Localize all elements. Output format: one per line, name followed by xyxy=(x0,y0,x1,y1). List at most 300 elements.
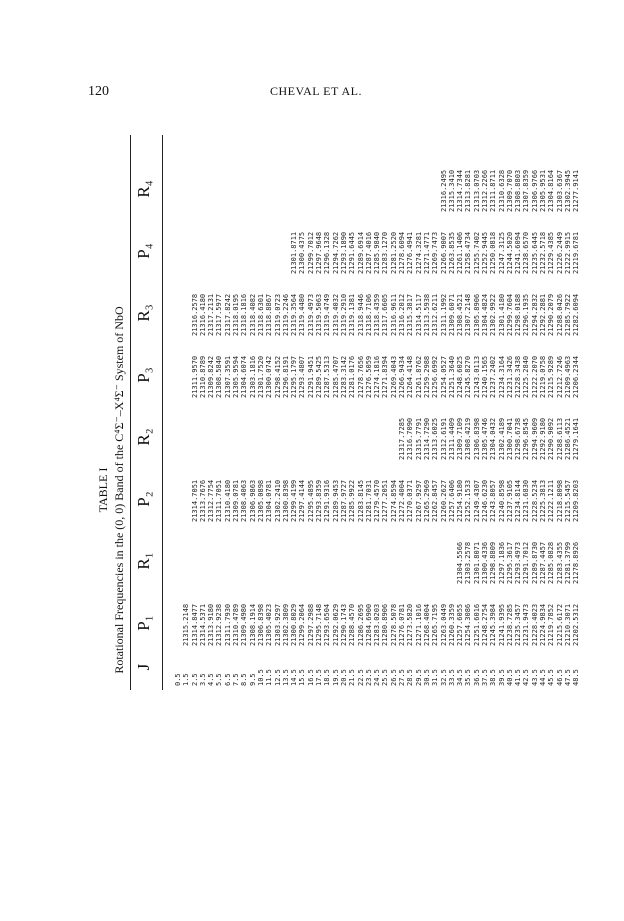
cell-j-20: 20.5 xyxy=(339,669,348,686)
column-j xyxy=(174,669,581,686)
cell-r2-12 xyxy=(274,418,282,460)
cell-p1-24: 21283.0203 xyxy=(373,603,382,646)
cell-r2-30: 21314.7290 xyxy=(422,417,431,460)
cell-r1-39: 21297.1836 xyxy=(497,541,506,584)
cell-r4-46: 21303.6367 xyxy=(555,169,564,212)
cell-p1-7: 21310.4789 xyxy=(232,603,241,646)
cell-p1-22: 21286.2695 xyxy=(356,603,365,646)
cell-j-34: 34.5 xyxy=(456,669,465,686)
cell-r3-8: 21318.1816 xyxy=(240,293,249,336)
cell-p3-45: 21215.9289 xyxy=(547,355,556,398)
cell-r2-5 xyxy=(215,418,223,460)
cell-p4-15: 21300.4375 xyxy=(298,231,307,274)
cell-p4-36: 21255.7402 xyxy=(472,231,481,274)
cell-j-22: 22.5 xyxy=(356,669,365,686)
cell-p2-32: 21260.2627 xyxy=(439,479,448,522)
cell-p3-36: 21243.0113 xyxy=(472,355,481,398)
cell-p4-5 xyxy=(215,232,223,274)
cell-p1-26: 21278.5078 xyxy=(389,603,398,646)
column-r1 xyxy=(174,542,581,584)
cell-r4-11 xyxy=(265,170,273,212)
cell-p3-31: 21256.6992 xyxy=(431,355,440,398)
cell-p3-2: 21311.9570 xyxy=(190,355,199,398)
cell-p4-2 xyxy=(191,232,199,274)
cell-r1-26 xyxy=(390,542,398,584)
cell-p3-44: 21219.0758 xyxy=(539,355,548,398)
cell-p3-19: 21285.4707 xyxy=(331,355,340,398)
cell-r1-27 xyxy=(398,542,406,584)
cell-r3-34: 21308.4521 xyxy=(456,293,465,336)
cell-r3-11: 21318.8867 xyxy=(265,293,274,336)
cell-r2-6 xyxy=(224,418,232,460)
cell-p2-33: 21257.6406 xyxy=(447,479,456,522)
cell-j-44: 44.5 xyxy=(539,669,548,686)
cell-j-27: 27.5 xyxy=(398,669,407,686)
cell-r2-18 xyxy=(323,418,331,460)
header-p4: P₄ xyxy=(134,243,153,259)
cell-p4-46: 21226.2449 xyxy=(555,231,564,274)
cell-j-32: 32.5 xyxy=(439,669,448,686)
cell-p2-46: 21218.8098 xyxy=(555,479,564,522)
frequency-table xyxy=(130,135,590,690)
cell-r1-36: 21301.8071 xyxy=(472,541,481,584)
cell-r4-32: 21316.2495 xyxy=(439,169,448,212)
cell-r3-22: 21318.9446 xyxy=(356,293,365,336)
cell-p2-13: 21300.8398 xyxy=(281,479,290,522)
cell-p2-4: 21312.7754 xyxy=(207,479,216,522)
cell-r3-31: 21312.6211 xyxy=(431,293,440,336)
cell-r3-16: 21319.4973 xyxy=(306,293,315,336)
cell-r4-12 xyxy=(274,170,282,212)
cell-r2-8 xyxy=(240,418,248,460)
cell-r2-2 xyxy=(191,418,199,460)
cell-p3-13: 21296.8191 xyxy=(281,355,290,398)
cell-r3-17: 21319.5063 xyxy=(315,293,324,336)
cell-r4-4 xyxy=(207,170,215,212)
cell-r3-33: 21309.6071 xyxy=(447,293,456,336)
cell-r2-9 xyxy=(249,418,257,460)
cell-j-2: 2.5 xyxy=(190,673,199,686)
cell-p4-8 xyxy=(240,232,248,274)
cell-r1-34: 21304.5566 xyxy=(456,541,465,584)
cell-r1-47: 21281.3799 xyxy=(563,541,572,584)
cell-p3-6: 21307.3591 xyxy=(223,355,232,398)
cell-r3-42: 21296.1935 xyxy=(522,293,531,336)
cell-p4-45: 21229.4385 xyxy=(547,231,556,274)
cell-r1-5 xyxy=(215,542,223,584)
cell-r4-10 xyxy=(257,170,265,212)
cell-p3-14: 21295.1797 xyxy=(290,355,299,398)
cell-r4-45: 21304.8164 xyxy=(547,169,556,212)
cell-r4-24 xyxy=(373,170,381,212)
cell-j-9: 9.5 xyxy=(248,673,257,686)
cell-p4-4 xyxy=(207,232,215,274)
cell-p1-38: 21245.3984 xyxy=(489,603,498,646)
header-j: J xyxy=(134,663,153,671)
cell-r4-28 xyxy=(406,170,414,212)
cell-j-43: 43.5 xyxy=(530,669,539,686)
cell-p2-2: 21314.7051 xyxy=(190,479,199,522)
cell-p1-37: 21248.2754 xyxy=(480,603,489,646)
cell-r3-46: 21288.0426 xyxy=(555,293,564,336)
cell-r2-47: 21286.4521 xyxy=(563,417,572,460)
cell-p3-4: 21309.8242 xyxy=(207,355,216,398)
cell-r2-22 xyxy=(357,418,365,460)
cell-p4-35: 21258.4734 xyxy=(464,231,473,274)
cell-p4-17: 21297.9648 xyxy=(315,231,324,274)
cell-r4-33: 21315.3410 xyxy=(447,169,456,212)
cell-r3-28: 21315.3817 xyxy=(406,293,415,336)
cell-p1-39: 21241.9395 xyxy=(497,603,506,646)
cell-r3-6: 21317.8242 xyxy=(223,293,232,336)
cell-r3-39: 21301.4180 xyxy=(497,293,506,336)
cell-j-3: 3.5 xyxy=(198,673,207,686)
cell-r1-7 xyxy=(232,542,240,584)
cell-p1-5: 21312.9238 xyxy=(215,603,224,646)
cell-p2-24: 21279.4570 xyxy=(373,479,382,522)
cell-r4-48: 21277.9141 xyxy=(572,169,581,212)
cell-r1-41: 21293.4973 xyxy=(514,541,523,584)
cell-r2-44: 21292.9180 xyxy=(539,417,548,460)
cell-r2-34: 21309.7109 xyxy=(456,417,465,460)
cell-r1-40: 21295.3617 xyxy=(505,541,514,584)
cell-r3-30: 21313.5938 xyxy=(422,293,431,336)
cell-r2-4 xyxy=(207,418,215,460)
cell-p3-46: 21212.7246 xyxy=(555,355,564,398)
cell-r4-7 xyxy=(232,170,240,212)
cell-p1-18: 21293.6504 xyxy=(323,603,332,646)
cell-j-14: 14.5 xyxy=(290,669,299,686)
cell-r1-0 xyxy=(174,542,182,584)
cell-p2-29: 21267.9297 xyxy=(414,479,423,522)
cell-r3-5: 21317.5977 xyxy=(215,293,224,336)
cell-r4-21 xyxy=(348,170,356,212)
column-p3 xyxy=(174,356,581,398)
cell-r4-1 xyxy=(182,170,190,212)
cell-p2-31: 21262.8457 xyxy=(431,479,440,522)
column-p4 xyxy=(174,232,581,274)
cell-p1-48: 21202.5312 xyxy=(572,603,581,646)
cell-p3-40: 21231.3426 xyxy=(505,355,514,398)
cell-r4-47: 21302.3945 xyxy=(563,169,572,212)
cell-r3-38: 21302.9922 xyxy=(489,293,498,336)
cell-r1-8 xyxy=(240,542,248,584)
cell-p1-41: 21235.3457 xyxy=(514,603,523,646)
cell-p2-1 xyxy=(182,480,190,522)
cell-r4-25 xyxy=(381,170,389,212)
cell-p2-43: 21228.5234 xyxy=(530,479,539,522)
cell-r3-26: 21316.9611 xyxy=(389,293,398,336)
cell-j-19: 19.5 xyxy=(331,669,340,686)
cell-j-10: 10.5 xyxy=(256,669,265,686)
cell-p4-29: 21274.3281 xyxy=(414,231,423,274)
cell-p2-10: 21305.0898 xyxy=(256,479,265,522)
cell-r1-18 xyxy=(323,542,331,584)
cell-p2-41: 21234.8144 xyxy=(514,479,523,522)
cell-r3-20: 21319.2910 xyxy=(339,293,348,336)
cell-r4-31 xyxy=(431,170,439,212)
cell-r1-1 xyxy=(182,542,190,584)
cell-r1-23 xyxy=(365,542,373,584)
cell-p4-23: 21287.4016 xyxy=(364,231,373,274)
cell-r4-18 xyxy=(323,170,331,212)
header-p3: P₃ xyxy=(134,367,153,383)
table-titles xyxy=(96,190,127,790)
table-header-rule xyxy=(162,135,163,690)
cell-p1-44: 21224.9834 xyxy=(539,603,548,646)
cell-p4-26: 21281.2520 xyxy=(389,231,398,274)
cell-p1-28: 21273.5820 xyxy=(406,603,415,646)
cell-p2-16: 21295.4895 xyxy=(306,479,315,522)
cell-j-40: 40.5 xyxy=(505,669,514,686)
cell-p4-18: 21296.1328 xyxy=(323,231,332,274)
cell-r1-25 xyxy=(381,542,389,584)
cell-p2-25: 21277.2051 xyxy=(381,479,390,522)
cell-p1-17: 21295.7148 xyxy=(315,603,324,646)
cell-r4-41: 21308.8803 xyxy=(514,169,523,212)
cell-p1-33: 21260.3359 xyxy=(447,603,456,646)
cell-p4-41: 21241.6094 xyxy=(514,231,523,274)
cell-p3-47: 21209.4963 xyxy=(563,355,572,398)
cell-p4-12 xyxy=(274,232,282,274)
cell-p3-18: 21287.5313 xyxy=(323,355,332,398)
cell-p3-39: 21234.3164 xyxy=(497,355,506,398)
cell-p4-31: 21269.7473 xyxy=(431,231,440,274)
cell-r2-20 xyxy=(340,418,348,460)
cell-p2-34: 21254.9180 xyxy=(456,479,465,522)
cell-p4-6 xyxy=(224,232,232,274)
cell-r2-0 xyxy=(174,418,182,460)
cell-r4-37: 21312.2266 xyxy=(480,169,489,212)
cell-p4-28: 21276.4941 xyxy=(406,231,415,274)
cell-p1-19: 21292.0629 xyxy=(331,603,340,646)
cell-r4-16 xyxy=(307,170,315,212)
cell-p3-32: 21254.0527 xyxy=(439,355,448,398)
cell-r4-26 xyxy=(390,170,398,212)
cell-p3-21: 21281.0176 xyxy=(348,355,357,398)
cell-j-35: 35.5 xyxy=(464,669,473,686)
cell-r3-2: 21316.2578 xyxy=(190,293,199,336)
cell-r4-13 xyxy=(282,170,290,212)
cell-j-36: 36.5 xyxy=(472,669,481,686)
cell-r4-15 xyxy=(298,170,306,212)
cell-p1-16: 21297.2988 xyxy=(306,603,315,646)
cell-p1-4: 21313.9180 xyxy=(207,603,216,646)
cell-j-18: 18.5 xyxy=(323,669,332,686)
cell-r2-33: 21311.4409 xyxy=(447,417,456,460)
cell-r3-14: 21319.3564 xyxy=(290,293,299,336)
cell-r1-32 xyxy=(440,542,448,584)
cell-r1-45: 21285.0828 xyxy=(547,541,556,584)
cell-p2-15: 21297.4144 xyxy=(298,479,307,522)
cell-p3-41: 21228.3438 xyxy=(514,355,523,398)
cell-p1-47: 21210.3071 xyxy=(563,603,572,646)
cell-p4-1 xyxy=(182,232,190,274)
cell-j-5: 5.5 xyxy=(215,673,224,686)
cell-r3-23: 21318.7106 xyxy=(364,293,373,336)
cell-r4-17 xyxy=(315,170,323,212)
cell-j-15: 15.5 xyxy=(298,669,307,686)
cell-r4-3 xyxy=(199,170,207,212)
cell-p2-8: 21308.4063 xyxy=(240,479,249,522)
cell-p3-29: 21261.8762 xyxy=(414,355,423,398)
cell-p2-36: 21249.4307 xyxy=(472,479,481,522)
cell-p3-11: 21300.0742 xyxy=(265,355,274,398)
cell-p1-25: 21280.8906 xyxy=(381,603,390,646)
cell-j-48: 48.5 xyxy=(572,669,581,686)
cell-p4-33: 21263.8535 xyxy=(447,231,456,274)
cell-r1-44: 21287.4457 xyxy=(539,541,548,584)
cell-r4-19 xyxy=(332,170,340,212)
cell-r1-11 xyxy=(265,542,273,584)
cell-p1-36: 21251.6016 xyxy=(472,603,481,646)
cell-r3-37: 21304.4824 xyxy=(480,293,489,336)
cell-p1-20: 21290.1743 xyxy=(339,603,348,646)
cell-p4-19: 21294.7262 xyxy=(331,231,340,274)
cell-p1-29: 21271.1016 xyxy=(414,603,423,646)
cell-p4-44: 21232.5718 xyxy=(539,231,548,274)
cell-j-38: 38.5 xyxy=(489,669,498,686)
cell-p1-2: 21314.8477 xyxy=(190,603,199,646)
cell-r1-24 xyxy=(373,542,381,584)
column-p1 xyxy=(174,604,581,646)
cell-r2-48: 21279.1641 xyxy=(572,417,581,460)
cell-r1-46: 21283.4355 xyxy=(555,541,564,584)
cell-p4-42: 21238.6570 xyxy=(522,231,531,274)
cell-p3-7: 21305.9594 xyxy=(232,355,241,398)
cell-p2-9: 21306.9863 xyxy=(248,479,257,522)
cell-r1-28 xyxy=(406,542,414,584)
cell-p2-20: 21287.9727 xyxy=(339,479,348,522)
cell-p3-24: 21274.1816 xyxy=(373,355,382,398)
cell-r3-32: 21311.1992 xyxy=(439,293,448,336)
cell-p3-35: 21245.8270 xyxy=(464,355,473,398)
cell-r4-30 xyxy=(423,170,431,212)
cell-r2-35: 21308.4219 xyxy=(464,417,473,460)
cell-p3-17: 21289.5425 xyxy=(315,355,324,398)
cell-r4-20 xyxy=(340,170,348,212)
cell-r4-36: 21313.0703 xyxy=(472,169,481,212)
cell-p4-32: 21266.9007 xyxy=(439,231,448,274)
cell-p3-30: 21259.2988 xyxy=(422,355,431,398)
cell-p3-22: 21278.7656 xyxy=(356,355,365,398)
cell-p3-26: 21269.4043 xyxy=(389,355,398,398)
cell-p4-48: 21219.6781 xyxy=(572,231,581,274)
cell-r2-13 xyxy=(282,418,290,460)
cell-r1-10 xyxy=(257,542,265,584)
cell-r4-44: 21305.9531 xyxy=(539,169,548,212)
cell-r1-20 xyxy=(340,542,348,584)
cell-j-31: 31.5 xyxy=(431,669,440,686)
cell-p4-20: 21293.1890 xyxy=(339,231,348,274)
cell-p3-20: 21283.3142 xyxy=(339,355,348,398)
cell-r1-19 xyxy=(332,542,340,584)
cell-p3-1 xyxy=(182,356,190,398)
column-p2 xyxy=(174,480,581,522)
cell-r2-46: 21288.6113 xyxy=(555,417,564,460)
cell-p3-10: 21301.7520 xyxy=(256,355,265,398)
cell-p3-37: 21240.1565 xyxy=(480,355,489,398)
table-label: TABLE I xyxy=(96,467,110,513)
cell-r1-37: 21300.4336 xyxy=(480,541,489,584)
header-r3: R₃ xyxy=(134,304,153,322)
cell-r3-1 xyxy=(182,294,190,336)
cell-p3-5: 21308.5840 xyxy=(215,355,224,398)
cell-p1-11: 21305.4023 xyxy=(265,603,274,646)
cell-r3-10: 21318.6301 xyxy=(256,293,265,336)
cell-r1-17 xyxy=(315,542,323,584)
cell-r2-15 xyxy=(298,418,306,460)
cell-r1-3 xyxy=(199,542,207,584)
cell-r2-19 xyxy=(332,418,340,460)
cell-j-17: 17.5 xyxy=(315,669,324,686)
cell-r4-22 xyxy=(357,170,365,212)
cell-p4-38: 21250.0818 xyxy=(489,231,498,274)
cell-r1-16 xyxy=(307,542,315,584)
cell-r3-19: 21319.4032 xyxy=(331,293,340,336)
cell-p2-3: 21313.7676 xyxy=(198,479,207,522)
cell-r4-34: 21314.7344 xyxy=(456,169,465,212)
cell-r2-40: 21300.7041 xyxy=(505,417,514,460)
cell-p3-9: 21303.1816 xyxy=(248,355,257,398)
cell-r3-45: 21290.2079 xyxy=(547,293,556,336)
cell-p2-18: 21291.9316 xyxy=(323,479,332,522)
cell-p4-24: 21285.9840 xyxy=(373,231,382,274)
header-p2: P₂ xyxy=(134,491,153,507)
cell-r3-48: 21282.6094 xyxy=(572,293,581,336)
cell-r2-36: 21306.8398 xyxy=(472,417,481,460)
cell-r2-42: 21296.8545 xyxy=(522,417,531,460)
cell-r2-11 xyxy=(265,418,273,460)
cell-p4-47: 21222.9915 xyxy=(563,231,572,274)
cell-r3-21: 21319.1381 xyxy=(348,293,357,336)
cell-r3-0 xyxy=(174,294,182,336)
cell-r4-43: 21306.9766 xyxy=(530,169,539,212)
cell-r3-41: 21298.0188 xyxy=(514,293,523,336)
cell-r1-2 xyxy=(191,542,199,584)
cell-r1-48: 21278.8926 xyxy=(572,541,581,584)
cell-r3-29: 21314.5117 xyxy=(414,293,423,336)
cell-r4-27 xyxy=(398,170,406,212)
cell-j-24: 24.5 xyxy=(373,669,382,686)
cell-j-16: 16.5 xyxy=(306,669,315,686)
cell-r4-8 xyxy=(240,170,248,212)
cell-j-28: 28.5 xyxy=(406,669,415,686)
cell-r3-4: 21317.2131 xyxy=(207,293,216,336)
table-top-rule xyxy=(130,135,131,690)
cell-p2-26: 21274.8594 xyxy=(389,479,398,522)
cell-r2-43: 21294.9609 xyxy=(530,417,539,460)
cell-p2-0 xyxy=(174,480,182,522)
cell-j-33: 33.5 xyxy=(447,669,456,686)
cell-p1-23: 21284.6900 xyxy=(364,603,373,646)
cell-r3-13: 21319.2246 xyxy=(281,293,290,336)
cell-r3-44: 21292.2881 xyxy=(539,293,548,336)
cell-j-7: 7.5 xyxy=(232,673,241,686)
cell-r4-35: 21313.8281 xyxy=(464,169,473,212)
cell-r1-12 xyxy=(274,542,282,584)
cell-j-46: 46.5 xyxy=(555,669,564,686)
cell-j-42: 42.5 xyxy=(522,669,531,686)
cell-p1-35: 21254.3086 xyxy=(464,603,473,646)
cell-p1-1: 21315.2148 xyxy=(182,603,191,646)
cell-p1-6: 21311.7930 xyxy=(223,603,232,646)
cell-r2-17 xyxy=(315,418,323,460)
cell-r1-42: 21291.7012 xyxy=(522,541,531,584)
cell-p1-40: 21238.7285 xyxy=(505,603,514,646)
cell-p1-45: 21219.7852 xyxy=(547,603,556,646)
page-number: 120 xyxy=(88,84,109,99)
